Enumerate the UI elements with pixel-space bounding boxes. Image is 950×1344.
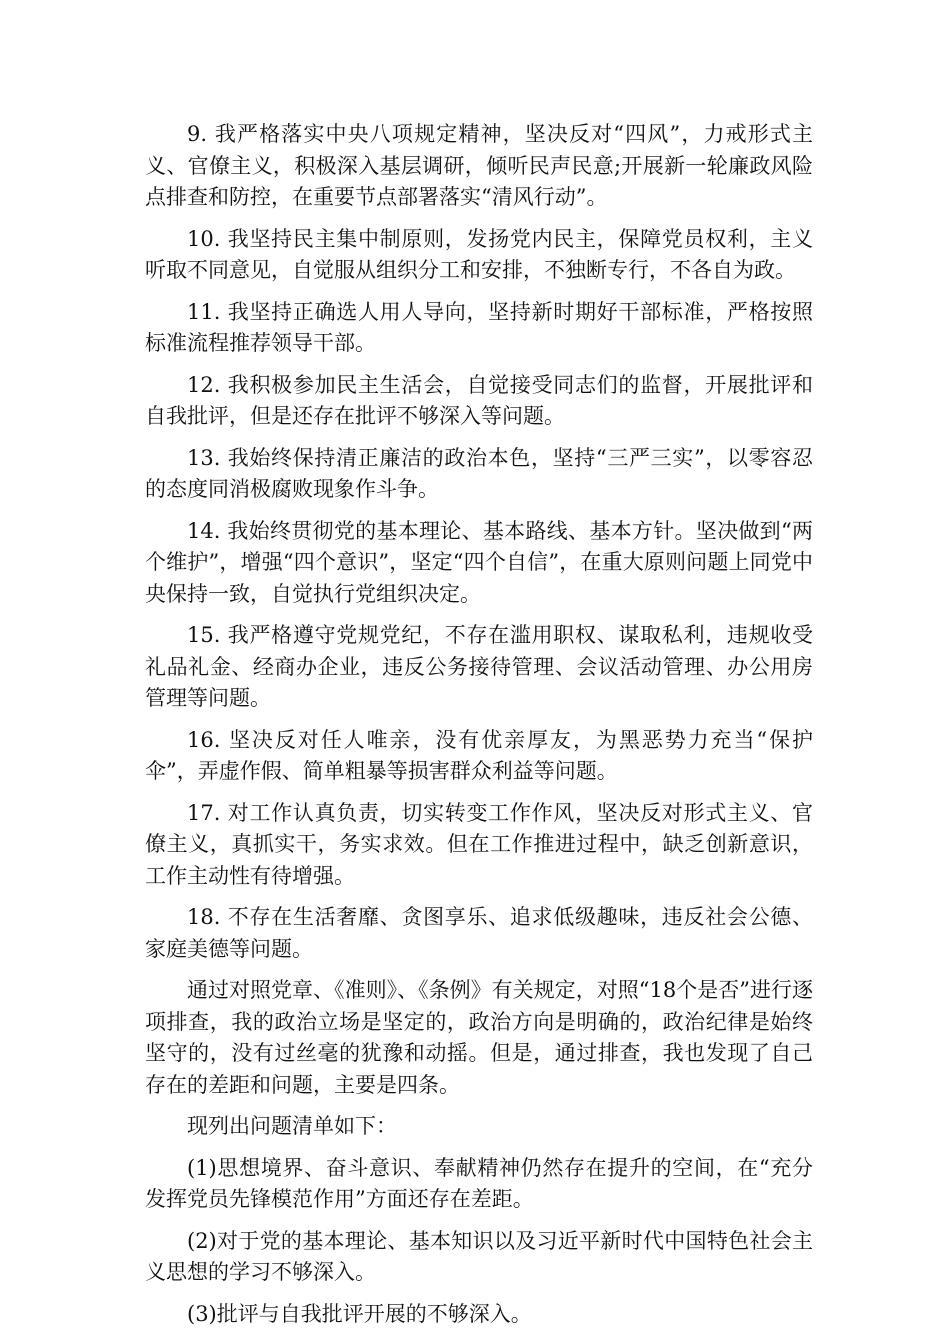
paragraph-item-13: 13. 我始终保持清正廉洁的政治本色，坚持“三严三实”，以零容忍的态度同消极腐败现象作斗争。 (145, 445, 813, 501)
paragraph-item-15: 15. 我严格遵守党规党纪，不存在滥用职权、谋取私利，违规收受礼品礼金、经商办企业，违反公务接待管理、会议活动管理、办公用房管理等问题。 (145, 623, 813, 710)
paragraph-item-17: 17. 对工作认真负责，切实转变工作作风，坚决反对形式主义、官僚主义，真抓实干，务实求效。但在工作推进过程中，缺乏创新意识，工作主动性有待增强。 (145, 800, 813, 888)
issue-item-1: (1)思想境界、奋斗意识、奉献精神仍然存在提升的空间，在“充分发挥党员先锋模范作用”方面还存在差距。 (145, 1155, 813, 1211)
paragraph-item-11: 11. 我坚持正确选人用人导向，坚持新时期好干部标准，严格按照标准流程推荐领导干部。 (145, 299, 813, 355)
issue-item-2: (2)对于党的基本理论、基本知识以及习近平新时代中国特色社会主义思想的学习不够深入。 (145, 1228, 813, 1284)
paragraph-item-10: 10. 我坚持民主集中制原则，发扬党内民主，保障党员权利，主义听取不同意见，自觉服从组织分工和安排，不独断专行，不各自为政。 (145, 226, 813, 282)
paragraph-item-9: 9. 我严格落实中央八项规定精神，坚决反对“四风”，力戒形式主义、官僚主义，积极深入基层调研，倾听民声民意;开展新一轮廉政风险点排查和防控，在重要节点部署落实“清风行动”。 (145, 122, 813, 209)
paragraph-item-16: 16. 坚决反对任人唯亲，没有优亲厚友，为黑恶势力充当“保护伞”，弄虚作假、简单粗暴等损害群众利益等问题。 (145, 727, 813, 783)
issue-item-3: (3)批评与自我批评开展的不够深入。 (187, 1301, 532, 1326)
paragraph-item-14: 14. 我始终贯彻党的基本理论、基本路线、基本方针。坚决做到“两个维护”，增强“四个意识”，坚定“四个自信”，在重大原则问题上同党中央保持一致，自觉执行党组织决定。 (145, 518, 813, 606)
document-body (145, 119, 813, 1340)
paragraph-item-18: 18. 不存在生活奢靡、贪图享乐、追求低级趣味，违反社会公德、家庭美德等问题。 (145, 905, 813, 961)
paragraph-item-12: 12. 我积极参加民主生活会，自觉接受同志们的监督，开展批评和自我批评，但是还存在批评不够深入等问题。 (145, 372, 813, 428)
summary-paragraph: 通过对照党章、《准则》、《条例》有关规定，对照“18个是否”进行逐项排查，我的政治立场是坚定的，政治方向是明确的，政治纪律是始终坚守的，没有过丝毫的犹豫和动摇。但是，通过排查，我也发现了自己存在的差距和问题，主要是四条。 (145, 978, 813, 1097)
issue-list-intro: 现列出问题清单如下： (187, 1114, 397, 1138)
